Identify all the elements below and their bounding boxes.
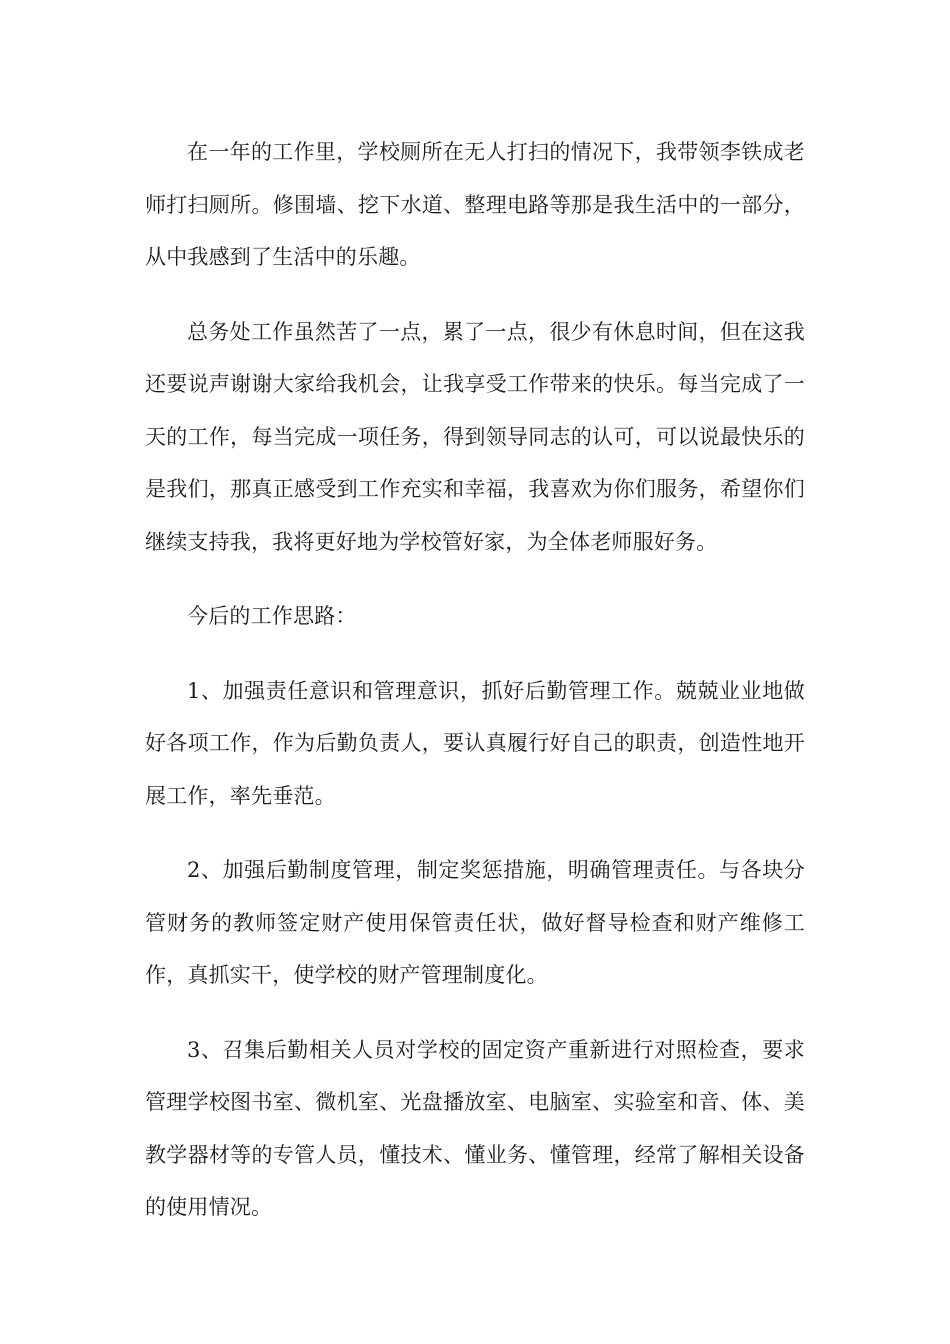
paragraph-plan-item-3: 3、召集后勤相关人员对学校的固定资产重新进行对照检查，要求管理学校图书室、微机室、光盘播放室、电脑室、实验室和音、体、美教学器材等的专管人员，懂技术、懂业务、懂管理，经常了解相关设备的使用情况。 xyxy=(145,1037,805,1219)
paragraph-cleaning-work: 在一年的工作里，学校厕所在无人打扫的情况下，我带领李铁成老师打扫厕所。修围墙、挖下水道、整理电路等那是我生活中的一部分，从中我感到了生活中的乐趣。 xyxy=(145,140,805,269)
paragraph-plan-item-1: 1、加强责任意识和管理意识，抓好后勤管理工作。兢兢业业地做好各项工作，作为后勤负责人，要认真履行好自己的职责，创造性地开展工作，率先垂范。 xyxy=(145,678,805,808)
paragraph-future-plan-heading: 今后的工作思路： xyxy=(187,604,357,628)
paragraph-gratitude: 总务处工作虽然苦了一点，累了一点，很少有休息时间，但在这我还要说声谢谢大家给我机会，让我享受工作带来的快乐。每当完成了一天的工作，每当完成一项任务，得到领导同志的认可，可以说最快乐的是我们，那真正感受到工作充实和幸福，我喜欢为你们服务，希望你们继续支持我，我将更好地为学校管好家，为全体老师服好务。 xyxy=(145,319,805,554)
paragraph-plan-item-2: 2、加强后勤制度管理，制定奖惩措施，明确管理责任。与各块分管财务的教师签定财产使用保管责任状，做好督导检查和财产维修工作，真抓实干，使学校的财产管理制度化。 xyxy=(145,858,805,987)
document-body xyxy=(145,126,805,1256)
